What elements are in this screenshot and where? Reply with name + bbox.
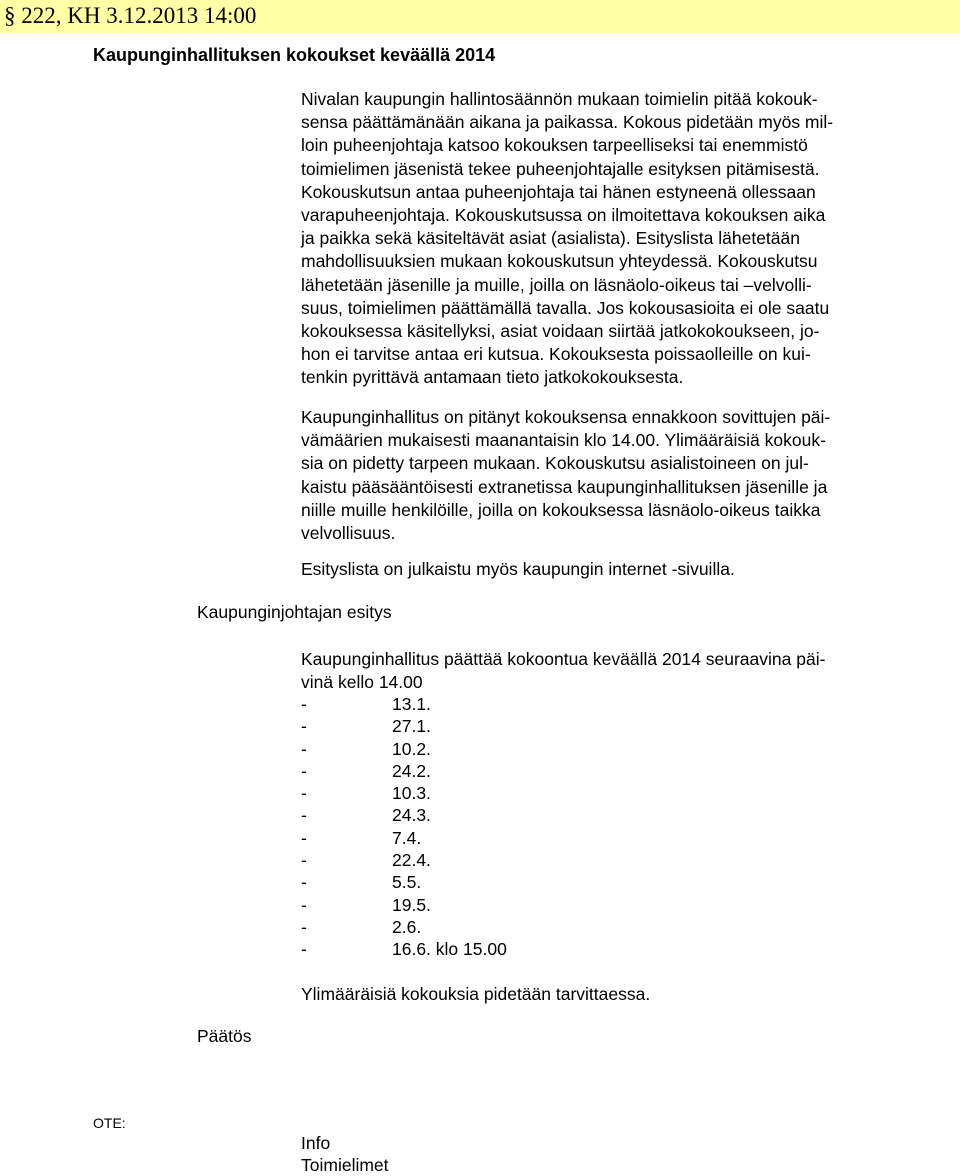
list-dash: -: [301, 716, 307, 737]
paragraph-line: loin puheenjohtaja katsoo kokouksen tarpeelliseksi tai enemmistö: [301, 135, 808, 156]
meeting-date: 10.2.: [392, 738, 431, 759]
meeting-date: 5.5.: [392, 872, 422, 893]
paragraph-line: suus, toimielimen päättämällä tavalla. Jos kokousasioita ei ole saatu: [301, 297, 830, 318]
paragraph-line: mahdollisuuksien mukaan kokouskutsun yhteydessä. Kokouskutsu: [301, 251, 818, 272]
list-dash: -: [301, 872, 307, 893]
recipients-list: [301, 1132, 389, 1176]
paragraph-line: sia on pidetty tarpeen mukaan. Kokouskutsu asialistoineen on jul-: [301, 453, 809, 474]
list-dash: -: [301, 805, 307, 826]
meeting-date: 24.2.: [392, 760, 431, 781]
list-dash: -: [301, 694, 307, 714]
list-dash: -: [301, 939, 307, 960]
meeting-date: 16.6. klo 15.00: [392, 939, 507, 960]
paragraph-internet: [301, 558, 735, 581]
paragraph-line: ja paikka sekä käsiteltävät asiat (asialista). Esityslista lähetetään: [301, 228, 800, 249]
list-dash: -: [301, 894, 307, 915]
paragraph-line: vämäärien mukaisesti maanantaisin klo 14.00. Ylimääräisiä kokouk-: [301, 430, 826, 451]
paragraph-line: varapuheenjohtaja. Kokouskutsussa on ilmoitettava kokouksen aika: [301, 205, 826, 226]
meeting-date: 22.4.: [392, 850, 431, 871]
paragraph-line: Kaupunginhallitus on pitänyt kokouksensa ennakkoon sovittujen päi-: [301, 407, 831, 427]
header-bar: [0, 0, 960, 33]
meeting-date: 7.4.: [392, 827, 422, 848]
paragraph-line: Kaupunginhallitus päättää kokoontua keväällä 2014 seuraavina päi-: [301, 649, 826, 669]
section-title: Kaupunginhallituksen kokoukset keväällä 2014: [93, 45, 496, 65]
list-dash: -: [301, 760, 307, 781]
list-dash: -: [301, 827, 307, 848]
paragraph-line: Ylimääräisiä kokouksia pidetään tarvittaessa.: [301, 984, 651, 1004]
recipient: Info: [301, 1133, 331, 1153]
paragraph-line: Kokouskutsun antaa puheenjohtaja tai hänen estyneenä ollessaan: [301, 181, 816, 202]
paragraph-line: velvollisuus.: [301, 523, 396, 544]
list-dash: -: [301, 738, 307, 759]
label-mayor-proposal: Kaupunginjohtajan esitys: [197, 602, 392, 622]
paragraph-line: lähetetään jäsenille ja muille, joilla on läsnäolo-oikeus tai –velvolli-: [301, 274, 812, 295]
paragraph-line: tenkin pyrittävä antamaan tieto jatkokokouksesta.: [301, 367, 684, 388]
paragraph-practice: [301, 406, 830, 545]
paragraph-line: Nivalan kaupungin hallintosäännön mukaan toimielin pitää kokouk-: [301, 89, 818, 109]
paragraph-line: hon ei tarvitse antaa eri kutsua. Kokouksesta poissaolleille on kui-: [301, 344, 811, 365]
meeting-date: 24.3.: [392, 805, 431, 826]
paragraph-line: kaistu pääsääntöisesti extranetissa kaupunginhallituksen jäsenille ja: [301, 476, 828, 497]
meeting-date: 10.3.: [392, 783, 431, 804]
paragraph-line: vinä kello 14.00: [301, 672, 423, 693]
list-dash: -: [301, 783, 307, 804]
paragraph-line: sensa päättämänään aikana ja paikassa. Kokous pidetään myös mil-: [301, 112, 834, 133]
paragraph-line: toimielimen jäsenistä tekee puheenjohtajalle esityksen pitämisestä.: [301, 158, 820, 179]
list-dash: -: [301, 916, 307, 937]
meeting-date: 2.6.: [392, 916, 422, 937]
paragraph-procedure: [301, 88, 833, 390]
label-decision: Päätös: [197, 1026, 252, 1046]
paragraph-line: kokouksessa käsitellyksi, asiat voidaan siirtää jatkokokoukseen, jo-: [301, 321, 820, 342]
meeting-date: 13.1.: [392, 694, 431, 714]
meeting-date: 19.5.: [392, 894, 431, 915]
list-dash: -: [301, 850, 307, 871]
meeting-date: 27.1.: [392, 716, 431, 737]
paragraph-proposal: [301, 648, 825, 694]
label-extract: OTE:: [93, 1115, 126, 1131]
paragraph-line: niille muille henkilöille, joilla on kokouksessa läsnäolo-oikeus taikka: [301, 499, 821, 520]
header-reference: § 222, KH 3.12.2013 14:00: [4, 3, 257, 28]
recipient: Toimielimet: [301, 1155, 389, 1175]
paragraph-line: Esityslista on julkaistu myös kaupungin internet -sivuilla.: [301, 559, 735, 579]
paragraph-extra-meetings: [301, 983, 650, 1006]
